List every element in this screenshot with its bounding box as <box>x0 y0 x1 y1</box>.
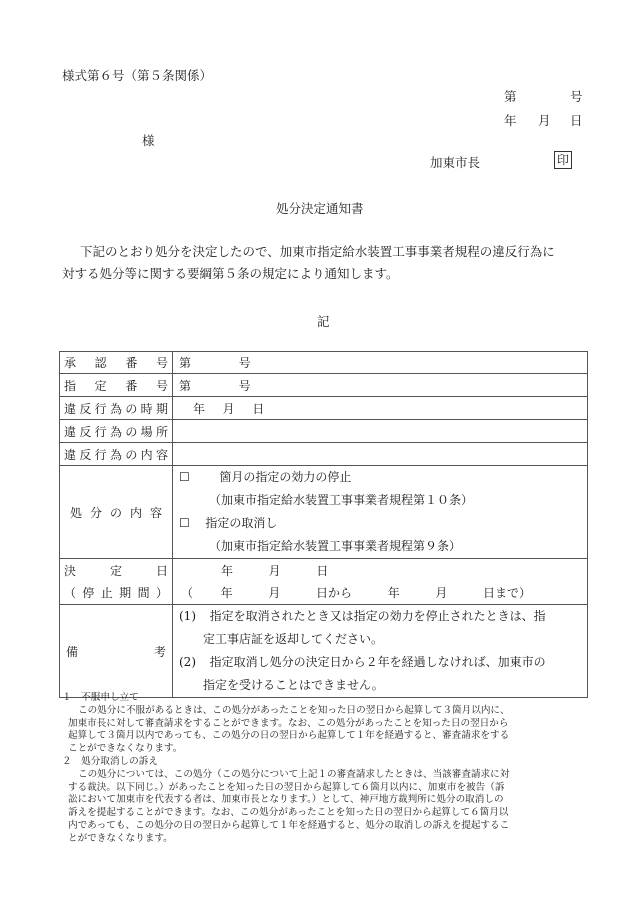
remark-2-line-2: 指定を受けることはできません。 <box>203 678 384 692</box>
decision-day: 日 <box>316 563 329 578</box>
decision-date-value <box>181 560 581 582</box>
form-number: 様式第６号（第５条関係） <box>62 68 213 83</box>
remark-2-text-a: 指定取消し処分の決定日から２年を経過しなければ、加東市の <box>209 655 546 669</box>
violation-content-value <box>173 443 588 466</box>
suspension-label: 箇月の指定の効力の停止 <box>219 470 352 484</box>
remark-1-number: (1) <box>179 609 196 623</box>
period-end-year: 年 <box>387 585 400 600</box>
row-disposition <box>60 466 588 559</box>
notes-section <box>62 692 590 846</box>
period-start-month: 月 <box>268 585 281 600</box>
suspension-reference: （加東市指定給水装置工事事業者規程第１０条） <box>209 493 474 507</box>
row-violation-place <box>60 420 588 443</box>
period-to: 日まで） <box>483 585 532 600</box>
row-approval-number <box>60 352 588 374</box>
row-violation-time <box>60 397 588 420</box>
label-violation-place: 違 反 行 為 の 場 所 <box>64 424 168 439</box>
date-day: 日 <box>570 113 583 128</box>
approval-number-suffix: 号 <box>238 356 251 370</box>
date-year: 年 <box>504 113 517 128</box>
note-lawsuit-line-5: 内であっても、この処分の日の翌日から起算して１年を経過すると、処分の取消しの訴えを提起するこ <box>68 819 510 831</box>
note-objection-line-1: この処分に不服があるときは、この処分があったことを知った日の翌日から起算して３箇月以内に、 <box>78 704 510 716</box>
addressee-suffix: 様 <box>142 133 155 148</box>
note-lawsuit-line-1: この処分については、この処分（この処分について上記１の審査請求したときは、当該審査請求に対 <box>78 768 510 780</box>
row-designation-number <box>60 374 588 397</box>
checkbox-revocation[interactable]: ☐ <box>179 516 190 530</box>
note-objection-line-2: 加東市長に対して審査請求をすることができます。なお、この処分があったことを知った日の翌日から <box>68 717 509 729</box>
decision-month: 月 <box>268 563 281 578</box>
label-remarks: 備 考 <box>66 644 166 659</box>
row-remarks <box>60 605 588 698</box>
note-objection-line-3: 起算して３箇月以内であっても、この処分の日の翌日から起算して１年を経過すると、審査請求をする <box>68 730 510 742</box>
violation-place-value <box>173 420 588 443</box>
disposition-table <box>59 351 588 698</box>
period-end-month: 月 <box>435 585 448 600</box>
period-from: 日から <box>316 585 353 600</box>
document-number-prefix: 第 <box>504 89 517 104</box>
label-violation-content: 違 反 行 為 の 内 容 <box>64 447 168 462</box>
decision-year: 年 <box>221 563 234 578</box>
label-designation-number: 指 定 番 号 <box>64 378 168 393</box>
label-disposition: 処 分 の 内 容 <box>70 505 162 520</box>
revocation-label: 指定の取消し <box>205 516 278 530</box>
date-month: 月 <box>538 113 551 128</box>
remark-2-line-1 <box>179 651 581 674</box>
remark-1-line-2: 定工事店証を返却してください。 <box>203 632 384 646</box>
note-heading-objection: １ 不服申し立て <box>62 692 139 703</box>
note-heading-lawsuit: ２ 処分取消しの訴え <box>62 755 158 767</box>
label-suspension-period: （ 停 止 期 間 ） <box>64 585 168 600</box>
note-objection-line-4: ことができなくなります。 <box>68 743 183 755</box>
suspension-period-value <box>181 582 581 604</box>
ki-heading: 記 <box>317 314 330 329</box>
violation-year: 年 <box>193 401 206 416</box>
label-decision-date: 決 定 日 <box>64 563 168 578</box>
label-approval-number: 承 認 番 号 <box>64 356 168 370</box>
issuer-name: 加東市長 <box>430 155 481 170</box>
note-lawsuit-line-2: する裁決。以下同じ。）があったことを知った日の翌日から起算して６箇月以内に、加東市を被告（訴 <box>68 781 505 793</box>
note-lawsuit-line-3: 訟において加東市を代表する者は、加東市長となります。）として、神戸地方裁判所に処分の取消しの <box>68 794 504 806</box>
row-decision-date <box>60 559 588 605</box>
remark-2-number: (2) <box>179 655 196 669</box>
designation-number-prefix: 第 <box>179 378 192 393</box>
disposition-option-suspension <box>179 466 581 489</box>
document-number-suffix: 号 <box>570 89 583 104</box>
designation-number-suffix: 号 <box>238 378 251 393</box>
checkbox-suspension[interactable]: ☐ <box>179 470 190 484</box>
violation-day: 日 <box>252 401 265 416</box>
period-start-year: 年 <box>220 585 233 600</box>
seal-stamp: 印 <box>554 151 572 169</box>
body-line-1: 下記のとおり処分を決定したので、加東市指定給水装置工事事業者規程の違反行為に <box>80 244 555 259</box>
disposition-option-revocation <box>179 512 581 535</box>
note-lawsuit-line-4: 訴えを提起することができます。なお、この処分があったことを知った日の翌日から起算して６箇月以 <box>68 807 509 819</box>
remark-1-text-a: 指定を取消されたとき又は指定の効力を停止されたときは、指 <box>209 609 546 623</box>
label-violation-time: 違 反 行 為 の 時 期 <box>64 401 168 416</box>
row-violation-content <box>60 443 588 466</box>
period-open-paren: （ <box>181 585 194 600</box>
approval-number-prefix: 第 <box>179 356 192 370</box>
body-line-2: 対する処分等に関する要綱第５条の規定により通知します。 <box>62 266 399 281</box>
document-title: 処分決定通知書 <box>276 201 364 216</box>
revocation-reference: （加東市指定給水装置工事事業者規程第９条） <box>209 539 462 553</box>
violation-month: 月 <box>222 401 235 416</box>
remark-1-line-1 <box>179 605 581 628</box>
note-lawsuit-line-6: とができなくなります。 <box>68 832 173 844</box>
